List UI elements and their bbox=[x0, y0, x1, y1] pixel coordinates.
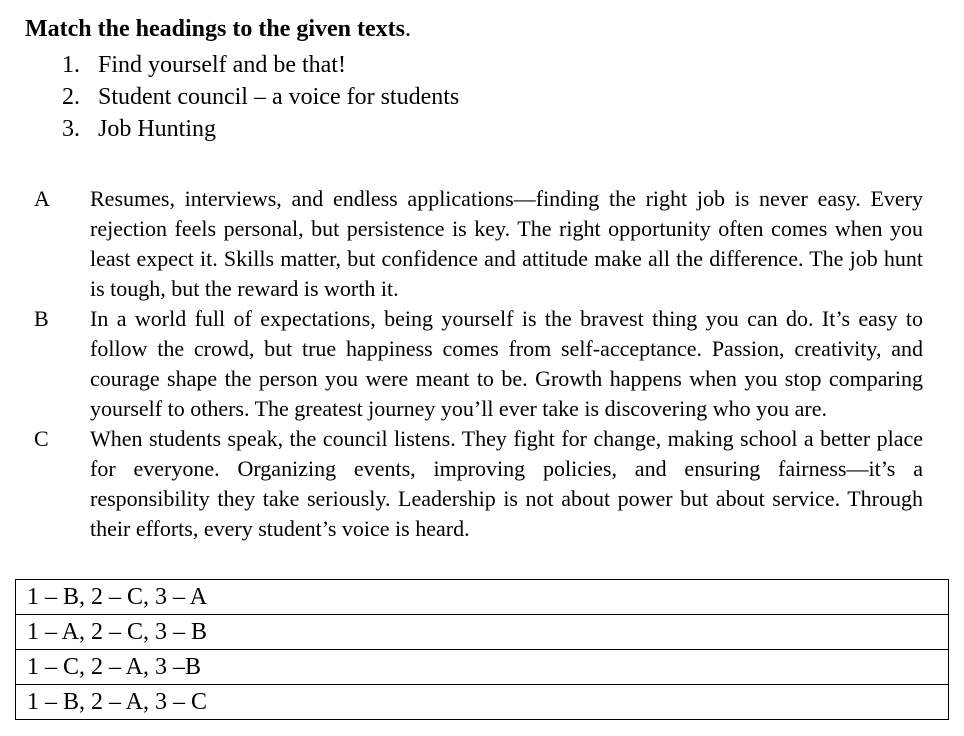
instruction-text: Match the headings to the given texts bbox=[25, 16, 405, 42]
text-block-c bbox=[28, 424, 928, 544]
text-body: When students speak, the council listens. They fight for change, making school a better place for everyone. Organizing events, improving policies, and ensuring fairness—it’s a responsibility they take seriously. Leadership is not about power but about service. Through their efforts, every student’s voice is heard. bbox=[90, 426, 923, 541]
answer-option-row[interactable] bbox=[16, 650, 949, 685]
text-letter: B bbox=[34, 306, 49, 331]
text-letter: A bbox=[34, 186, 50, 211]
answer-option[interactable]: 1 – A, 2 – C, 3 – B bbox=[16, 615, 949, 650]
texts-section bbox=[28, 184, 928, 544]
heading-text: Student council – a voice for students bbox=[98, 84, 460, 110]
headings-list bbox=[62, 49, 459, 145]
heading-item bbox=[62, 81, 459, 113]
heading-number: 2. bbox=[62, 84, 80, 110]
answer-option[interactable]: 1 – B, 2 – C, 3 – A bbox=[16, 580, 949, 615]
heading-text: Find yourself and be that! bbox=[98, 52, 346, 78]
answer-options-table bbox=[15, 579, 949, 720]
heading-number: 1. bbox=[62, 52, 80, 78]
answer-option[interactable]: 1 – B, 2 – A, 3 – C bbox=[16, 685, 949, 720]
heading-item bbox=[62, 49, 459, 81]
answer-option[interactable]: 1 – C, 2 – A, 3 –B bbox=[16, 650, 949, 685]
text-block-a bbox=[28, 184, 928, 304]
instruction bbox=[25, 13, 411, 45]
answer-option-row[interactable] bbox=[16, 580, 949, 615]
text-body: In a world full of expectations, being yourself is the bravest thing you can do. It’s easy to follow the crowd, but true happiness comes from self-acceptance. Passion, creativity, and courage shape the person you were meant to be. Growth happens when you stop comparing yourself to others. The greatest journey you’ll ever take is discovering who you are. bbox=[90, 306, 923, 421]
heading-item bbox=[62, 113, 459, 145]
heading-text: Job Hunting bbox=[98, 116, 217, 142]
text-body: Resumes, interviews, and endless applications—finding the right job is never easy. Every rejection feels personal, but persistence is key. The right opportunity often comes when you least expect it. Skills matter, but confidence and attitude make all the difference. The job hunt is tough, but the reward is worth it. bbox=[90, 186, 923, 301]
answer-option-row[interactable] bbox=[16, 615, 949, 650]
text-block-b bbox=[28, 304, 928, 424]
answer-option-row[interactable] bbox=[16, 685, 949, 720]
heading-number: 3. bbox=[62, 116, 80, 142]
text-letter: C bbox=[34, 426, 49, 451]
instruction-period: . bbox=[404, 16, 411, 42]
